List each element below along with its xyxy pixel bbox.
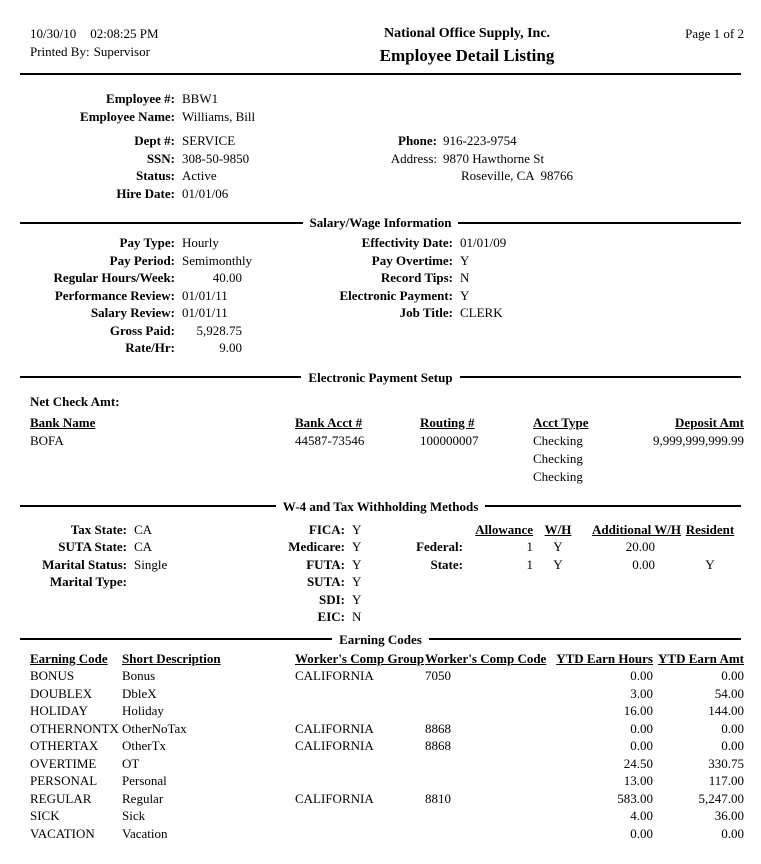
salary-section — [30, 234, 744, 357]
header-rule — [20, 73, 741, 75]
ytd-hours-header: YTD Earn Hours — [556, 650, 653, 666]
printed-by — [30, 43, 280, 61]
earning-code-cell: OVERTIME — [30, 755, 97, 771]
status-label: Status: — [135, 168, 175, 183]
earning-code-cell: PERSONAL — [30, 773, 98, 788]
deposit-amt-cell — [645, 450, 744, 468]
bank-acct-cell — [295, 450, 420, 468]
pay-type-value: Hourly — [182, 235, 219, 250]
withholding-header — [400, 521, 744, 539]
comp-group-cell: CALIFORNIA — [295, 790, 374, 806]
ytd-hours-header-cell — [553, 650, 653, 668]
ytd-amt-header-cell — [653, 650, 744, 668]
table-row — [30, 432, 744, 450]
suta-label: SUTA: — [306, 574, 345, 589]
rate-hr-label: Rate/Hr: — [125, 340, 175, 355]
divider-line — [20, 505, 276, 507]
rate-hr-value: 9.00 — [219, 340, 242, 355]
ytd-amt-cell: 0.00 — [721, 825, 744, 841]
divider-line — [485, 505, 741, 507]
federal-additional-wh: 20.00 — [625, 539, 655, 554]
sdi-row — [260, 591, 400, 609]
medicare-value: Y — [352, 539, 362, 554]
medicare-row — [260, 538, 400, 556]
comp-group-cell: CALIFORNIA — [295, 668, 374, 683]
gross-paid-label: Gross Paid: — [109, 322, 175, 338]
comp-code-cell — [425, 825, 553, 843]
federal-wh: Y — [553, 539, 563, 554]
table-row — [30, 825, 744, 843]
employee-name-value: Williams, Bill — [182, 108, 256, 124]
dept-label: Dept #: — [134, 133, 175, 148]
comp-code-cell — [425, 702, 553, 720]
pay-overtime-label: Pay Overtime: — [371, 252, 453, 268]
sdi-label: SDI: — [318, 591, 345, 607]
federal-label: Federal: — [416, 539, 463, 554]
table-row — [30, 468, 744, 486]
employee-name-row — [30, 108, 744, 126]
state-label: State: — [430, 556, 463, 572]
deposit-amt-header: Deposit Amt — [675, 414, 744, 430]
suta-row — [260, 573, 400, 591]
job-title-label: Job Title: — [399, 305, 453, 320]
dept-row — [30, 132, 383, 150]
short-description-cell: Vacation — [122, 825, 168, 841]
w4-section — [30, 521, 744, 626]
pay-period-value: Semimonthly — [182, 252, 253, 268]
electronic-payment-row — [305, 287, 744, 305]
effectivity-date-row — [305, 234, 744, 252]
header-center — [280, 25, 654, 66]
ytd-hours-cell: 0.00 — [630, 825, 653, 841]
short-description-cell: Personal — [122, 773, 167, 788]
state-additional-wh: 0.00 — [632, 556, 655, 572]
ytd-amt-cell: 36.00 — [714, 808, 744, 823]
comp-group-cell — [295, 807, 425, 825]
ssn-label: SSN: — [146, 150, 175, 166]
hire-date-value: 01/01/06 — [182, 185, 229, 201]
short-description-cell: DbleX — [122, 685, 157, 701]
routing-cell — [420, 450, 533, 468]
suta-state-label: SUTA State: — [58, 539, 127, 554]
table-row — [30, 450, 744, 468]
ytd-hours-cell: 0.00 — [630, 738, 653, 753]
bank-acct-cell: 44587-73546 — [295, 432, 365, 448]
table-row — [30, 702, 744, 720]
earning-code-cell: OTHERTAX — [30, 738, 99, 753]
status-row — [30, 167, 383, 185]
ytd-amt-cell: 0.00 — [721, 738, 744, 753]
additional-wh-header-cell — [583, 521, 681, 539]
tax-state-value: CA — [134, 521, 153, 537]
record-tips-row — [305, 269, 744, 287]
print-time: 02:08:25 PM — [90, 26, 159, 41]
suta-state-row — [30, 538, 260, 556]
eic-label: EIC: — [317, 609, 345, 624]
address-line2: Roseville, CA 98766 — [461, 168, 573, 183]
salary-review-value: 01/01/11 — [182, 305, 228, 320]
employee-detail-report — [0, 25, 761, 864]
short-description-cell: OtherNoTax — [122, 720, 187, 736]
page-number: Page 1 of 2 — [685, 26, 744, 41]
ytd-amt-cell: 0.00 — [721, 720, 744, 736]
ytd-hours-cell: 24.50 — [623, 755, 653, 771]
section-divider-earning-codes — [20, 631, 741, 648]
divider-line — [460, 376, 741, 378]
eic-row — [260, 608, 400, 626]
report-title: Employee Detail Listing — [379, 46, 555, 65]
report-page — [0, 25, 761, 864]
comp-group-cell: CALIFORNIA — [295, 738, 374, 753]
wh-header: W/H — [544, 521, 572, 537]
short-description-cell: Holiday — [122, 703, 164, 718]
print-datetime — [30, 25, 280, 43]
gross-paid-value: 5,928.75 — [196, 322, 242, 338]
divider-line — [20, 376, 301, 378]
comp-group-cell — [295, 825, 425, 843]
state-withholding-row — [400, 556, 744, 574]
employee-number-row — [30, 90, 744, 108]
section-divider-w4 — [20, 498, 741, 515]
table-row — [30, 807, 744, 825]
acct-type-cell: Checking — [533, 432, 583, 448]
bank-name-cell: BOFA — [30, 432, 64, 448]
table-row — [30, 772, 744, 790]
address-row — [383, 150, 744, 168]
ytd-amt-cell: 0.00 — [721, 668, 744, 683]
electronic-payment-label: Electronic Payment: — [339, 287, 453, 303]
comp-code-cell: 8868 — [425, 738, 451, 753]
rate-hr-row — [30, 339, 305, 357]
dept-value: SERVICE — [182, 133, 236, 148]
electronic-payment-section — [30, 393, 744, 486]
ytd-amt-cell: 330.75 — [708, 755, 744, 771]
short-description-cell: Regular — [122, 790, 164, 806]
fica-row — [260, 521, 400, 539]
hire-date-label: Hire Date: — [116, 185, 175, 201]
employee-number-value: BBW1 — [182, 91, 219, 106]
record-tips-value: N — [460, 270, 470, 285]
header-right — [654, 25, 744, 66]
ytd-hours-cell: 16.00 — [623, 703, 653, 718]
comp-code-cell — [425, 807, 553, 825]
pay-period-label: Pay Period: — [109, 252, 175, 268]
table-row — [30, 737, 744, 755]
ytd-amt-cell: 117.00 — [708, 773, 744, 788]
pay-overtime-row — [305, 252, 744, 270]
phone-value: 916-223-9754 — [443, 133, 517, 148]
ytd-hours-cell: 0.00 — [630, 720, 653, 736]
company-name: National Office Supply, Inc. — [383, 26, 551, 41]
pay-period-row — [30, 252, 305, 270]
deposit-amt-cell: 9,999,999,999.99 — [653, 432, 744, 448]
comp-code-cell: 8810 — [425, 790, 451, 806]
earning-codes-section-title: Earning Codes — [339, 631, 422, 647]
routing-cell — [420, 468, 533, 486]
marital-status-value: Single — [134, 556, 168, 572]
comp-code-header: Worker's Comp Code — [425, 650, 547, 666]
printed-by-value: Supervisor — [93, 44, 150, 59]
electronic-payment-section-title: Electronic Payment Setup — [308, 369, 453, 385]
address-line1: 9870 Hawthorne St — [443, 150, 545, 166]
suta-value: Y — [352, 574, 362, 589]
ytd-amt-cell: 144.00 — [708, 703, 744, 718]
deposit-amt-header-cell — [645, 414, 744, 432]
resident-header: Resident — [685, 521, 735, 537]
ytd-amt-cell: 5,247.00 — [698, 790, 744, 806]
comp-group-cell — [295, 772, 425, 790]
earning-codes-section — [30, 650, 744, 843]
table-row — [30, 790, 744, 808]
table-row — [30, 755, 744, 773]
ssn-row — [30, 150, 383, 168]
effectivity-date-label: Effectivity Date: — [361, 235, 453, 250]
comp-code-cell: 7050 — [425, 668, 451, 683]
earning-code-cell: VACATION — [30, 825, 95, 841]
bank-acct-cell — [295, 468, 420, 486]
divider-line — [20, 222, 303, 224]
earning-codes-header — [30, 650, 744, 668]
ytd-amt-header: YTD Earn Amt — [658, 650, 744, 666]
federal-resident — [681, 538, 739, 556]
comp-group-cell — [295, 755, 425, 773]
futa-label: FUTA: — [306, 556, 345, 572]
marital-type-row — [30, 573, 260, 591]
acct-type-header: Acct Type — [533, 414, 589, 430]
employee-details — [30, 132, 744, 202]
status-value: Active — [182, 168, 217, 183]
w4-left-column — [30, 521, 260, 626]
table-row — [30, 720, 744, 738]
print-date: 10/30/10 — [30, 26, 77, 41]
pay-type-row — [30, 234, 305, 252]
tax-state-row — [30, 521, 260, 539]
job-title-value: CLERK — [460, 305, 503, 320]
withholding-table — [400, 521, 744, 626]
comp-group-cell: CALIFORNIA — [295, 720, 374, 736]
withholding-header-spacer — [400, 521, 463, 539]
employee-number-label: Employee #: — [106, 91, 175, 106]
comp-code-cell — [425, 685, 553, 703]
resident-header-cell — [681, 521, 739, 539]
additional-wh-header: Additional W/H — [592, 521, 681, 537]
divider-line — [429, 638, 741, 640]
record-tips-label: Record Tips: — [380, 270, 453, 285]
table-row — [30, 685, 744, 703]
w4-section-title: W-4 and Tax Withholding Methods — [282, 498, 479, 514]
regular-hours-label: Regular Hours/Week: — [53, 270, 175, 285]
acct-type-cell: Checking — [533, 450, 583, 466]
ytd-amt-cell: 54.00 — [714, 685, 744, 701]
fica-value: Y — [352, 521, 362, 537]
report-header — [30, 25, 744, 66]
earning-code-cell: SICK — [30, 808, 60, 823]
earning-code-header: Earning Code — [30, 650, 108, 666]
short-description-cell: Bonus — [122, 668, 156, 683]
earning-code-cell: BONUS — [30, 668, 75, 683]
table-row — [30, 667, 744, 685]
routing-header: Routing # — [420, 414, 475, 430]
state-allowance: 1 — [526, 556, 533, 572]
short-description-cell: OtherTx — [122, 738, 167, 753]
employee-details-right — [383, 132, 744, 202]
earning-code-cell: REGULAR — [30, 790, 92, 806]
salary-section-title: Salary/Wage Information — [309, 215, 452, 230]
ytd-hours-cell: 4.00 — [630, 808, 653, 823]
performance-review-label: Performance Review: — [54, 287, 175, 303]
ssn-value: 308-50-9850 — [182, 150, 250, 166]
job-title-row — [305, 304, 744, 322]
employee-details-left — [30, 132, 383, 202]
ytd-hours-cell: 583.00 — [617, 790, 653, 806]
salary-right-column — [305, 234, 744, 357]
federal-allowance: 1 — [526, 539, 533, 554]
w4-middle-column — [260, 521, 400, 626]
printed-by-label: Printed By: — [30, 44, 90, 59]
regular-hours-row — [30, 269, 305, 287]
performance-review-row — [30, 287, 305, 305]
state-wh: Y — [553, 556, 563, 572]
earning-code-cell: OTHERNONTX — [30, 720, 119, 736]
short-description-header: Short Description — [122, 650, 221, 666]
suta-state-value: CA — [134, 539, 153, 554]
wh-header-cell — [533, 521, 583, 539]
bank-table-header — [30, 414, 744, 432]
comp-group-cell — [295, 685, 425, 703]
earning-code-cell: HOLIDAY — [30, 703, 89, 718]
divider-line — [20, 638, 332, 640]
tax-state-label: Tax State: — [70, 521, 127, 537]
short-description-cell: Sick — [122, 808, 146, 823]
comp-code-cell — [425, 772, 553, 790]
effectivity-date-value: 01/01/09 — [460, 235, 507, 250]
allowance-header-cell — [463, 521, 533, 539]
salary-review-label: Salary Review: — [90, 305, 175, 320]
comp-group-cell — [295, 702, 425, 720]
pay-overtime-value: Y — [460, 252, 470, 268]
bank-name-header: Bank Name — [30, 414, 96, 430]
employee-identity — [30, 90, 744, 125]
marital-status-row — [30, 556, 260, 574]
futa-value: Y — [352, 556, 362, 572]
allowance-header: Allowance — [475, 521, 533, 537]
employee-name-label: Employee Name: — [80, 108, 175, 124]
bank-name-cell — [30, 450, 295, 468]
comp-group-header: Worker's Comp Group — [295, 650, 425, 666]
futa-row — [260, 556, 400, 574]
phone-label: Phone: — [398, 133, 437, 148]
ytd-hours-cell: 0.00 — [630, 668, 653, 683]
performance-review-value: 01/01/11 — [182, 287, 228, 303]
section-divider-electronic-payment — [20, 369, 741, 386]
bank-acct-header: Bank Acct # — [295, 414, 363, 430]
net-check-amt-label: Net Check Amt: — [30, 393, 120, 409]
salary-left-column — [30, 234, 305, 357]
short-description-cell: OT — [122, 755, 140, 771]
gross-paid-row — [30, 322, 305, 340]
earning-code-cell: DOUBLEX — [30, 685, 93, 701]
address-label: Address: — [390, 150, 437, 166]
state-resident: Y — [705, 556, 715, 572]
comp-code-cell — [425, 755, 553, 773]
acct-type-cell: Checking — [533, 468, 583, 484]
marital-type-label: Marital Type: — [49, 574, 127, 589]
phone-row — [383, 132, 744, 150]
sdi-value: Y — [352, 591, 362, 607]
pay-type-label: Pay Type: — [119, 235, 175, 250]
routing-cell: 100000007 — [420, 432, 479, 448]
salary-review-row — [30, 304, 305, 322]
deposit-amt-cell — [645, 468, 744, 486]
fica-label: FICA: — [308, 521, 345, 537]
hire-date-row — [30, 185, 383, 203]
ytd-hours-cell: 13.00 — [623, 773, 653, 788]
comp-code-cell: 8868 — [425, 720, 451, 736]
section-divider-salary — [20, 214, 741, 231]
divider-line — [458, 222, 741, 224]
regular-hours-value: 40.00 — [212, 270, 242, 285]
ytd-hours-cell: 3.00 — [630, 685, 653, 701]
eic-value: N — [352, 609, 362, 624]
electronic-payment-value: Y — [460, 287, 470, 303]
federal-withholding-row — [400, 538, 744, 556]
marital-status-label: Marital Status: — [42, 556, 127, 572]
header-left — [30, 25, 280, 66]
medicare-label: Medicare: — [288, 539, 345, 554]
bank-name-cell — [30, 468, 295, 486]
